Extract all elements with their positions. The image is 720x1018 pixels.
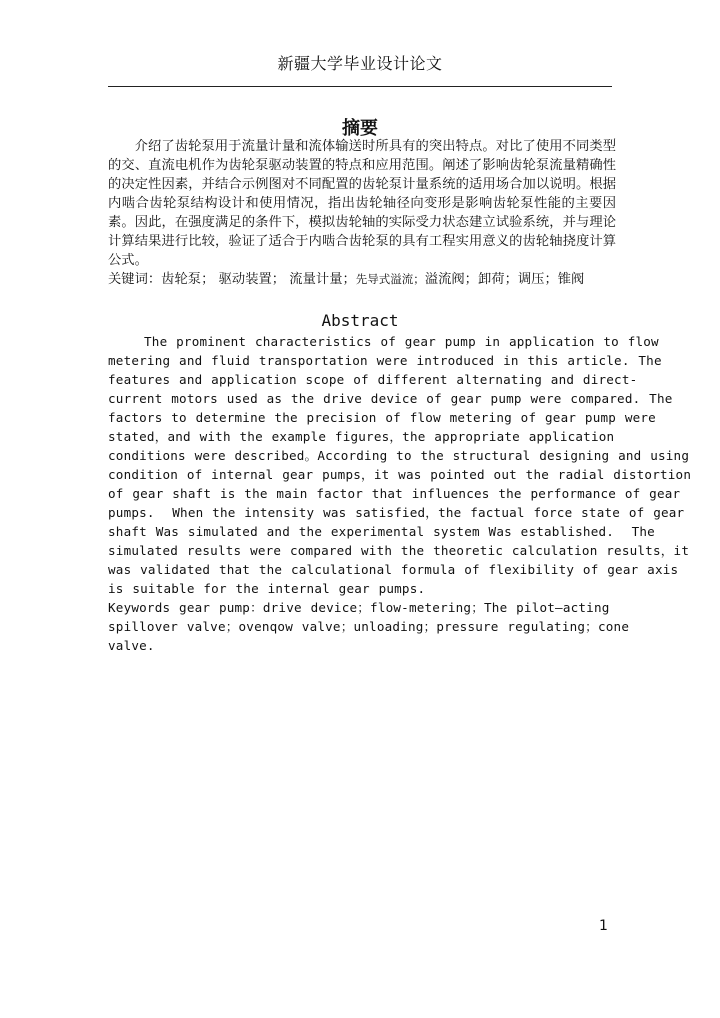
english-keywords-line: Keywords gear pump：drive device；flow-metering；The pilot—acting bbox=[108, 600, 610, 615]
abstract-line: pumps. When the intensity was satisfied，the factual force state of gear bbox=[108, 505, 685, 520]
header-rule bbox=[108, 86, 612, 87]
abstract-line: factors to determine the precision of flow metering of gear pump were bbox=[108, 410, 656, 425]
english-keywords-line: spillover valve；ovenqow valve；unloading；pressure regulating；cone bbox=[108, 619, 630, 634]
chinese-keywords-small: 先导式溢流； bbox=[355, 272, 425, 286]
chinese-keywords-part2: 溢流阀；卸荷；调压；锥阀 bbox=[424, 272, 585, 287]
abstract-line: current motors used as the drive device of gear pump were compared. The bbox=[108, 391, 673, 406]
english-keywords-line: valve. bbox=[108, 638, 155, 653]
chinese-abstract-body: 介绍了齿轮泵用于流量计量和流体输送时所具有的突出特点。对比了使用不同类型的交、直流电机作为齿轮泵驱动装置的特点和应用范围。阐述了影响齿轮泵流量精确性的决定性因素，并结合示例图对不同配置的齿轮泵计量系统的适用场合加以说明。根据内啮合齿轮泵结构设计和使用情况，指出齿轮轴径向变形是影响齿轮泵性能的主要因素。因此，在强度满足的条件下，模拟齿轮轴的实际受力状态建立试验系统，并与理论计算结果进行比较，验证了适合于内啮合齿轮泵的具有工程实用意义的齿轮轴挠度计算公式。 bbox=[108, 139, 616, 268]
running-header: 新疆大学毕业设计论文 bbox=[277, 54, 443, 73]
abstract-line: simulated results were compared with the theoretic calculation results，it bbox=[108, 543, 690, 558]
chinese-keywords bbox=[108, 270, 616, 289]
abstract-line: features and application scope of different alternating and direct- bbox=[108, 372, 638, 387]
abstract-line: stated，and with the example figures，the appropriate application bbox=[108, 429, 615, 444]
english-abstract bbox=[108, 332, 692, 655]
abstract-line: conditions were described。According to the structural designing and using bbox=[108, 448, 690, 463]
abstract-line: is suitable for the internal gear pumps. bbox=[108, 581, 426, 596]
english-abstract-heading: Abstract bbox=[321, 311, 399, 330]
abstract-line: condition of internal gear pumps，it was pointed out the radial distortion bbox=[108, 467, 692, 482]
abstract-line: metering and fluid transportation were introduced in this article. The bbox=[108, 353, 662, 368]
chinese-abstract bbox=[108, 137, 616, 289]
chinese-keywords-part1: 关键词：齿轮泵； 驱动装置； 流量计量； bbox=[108, 272, 356, 287]
abstract-line: shaft Was simulated and the experimental system Was established. The bbox=[108, 524, 655, 539]
chinese-abstract-heading: 摘要 bbox=[342, 118, 378, 139]
abstract-line: of gear shaft is the main factor that influences the performance of gear bbox=[108, 486, 681, 501]
abstract-line: The prominent characteristics of gear pump in application to flow bbox=[144, 334, 659, 349]
page-number: 1 bbox=[599, 918, 608, 934]
abstract-line: was validated that the calculational formula of flexibility of gear axis bbox=[108, 562, 679, 577]
